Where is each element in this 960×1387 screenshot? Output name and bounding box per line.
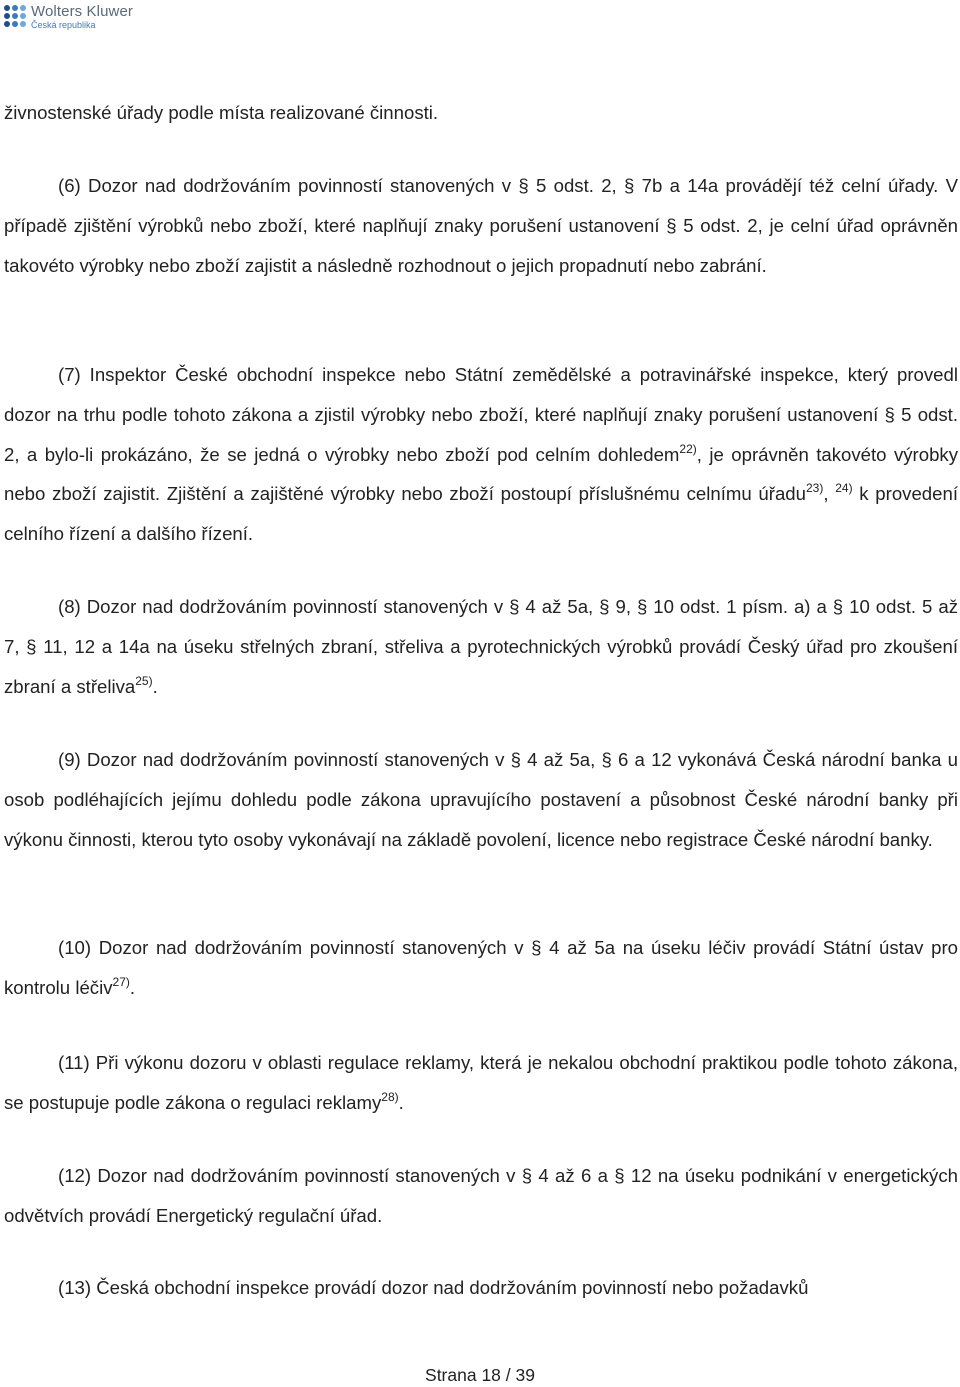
logo-dot <box>20 21 26 27</box>
page-number: Strana 18 / 39 <box>425 1365 535 1385</box>
paragraph-8-text-1: (8) Dozor nad dodržováním povinností stanovených v § 4 až 5a, § 9, § 10 odst. 1 písm. a) a § 10 odst. 5 až 7, § 11, 12 a 14a na úseku střelných zbraní, střeliva a pyrotechnických výrobků provádí Český úřad pro zkoušení zbraní a střeliva <box>4 596 958 697</box>
paragraph-7-text-3: , <box>823 483 836 505</box>
paragraph-7-text-2: , je oprávněn takovéto výrobky nebo zboží zajistit. Zjištění a zajištěné výrobky nebo zboží postoupí příslušnému celnímu úřadu <box>4 443 959 505</box>
paragraph-7 <box>4 355 958 554</box>
footnote-ref-23: 23) <box>805 481 824 496</box>
footnote-ref-24: 24) <box>835 481 853 496</box>
logo-dot <box>4 5 10 11</box>
logo-country-text: Česká republika <box>31 20 96 30</box>
paragraph-13-text: (13) Česká obchodní inspekce provádí dozor nad dodržováním povinností nebo požadavků <box>58 1277 809 1298</box>
footnote-ref-27: 27) <box>112 974 130 989</box>
paragraph-10 <box>4 928 958 1008</box>
paragraph-10-text-2: . <box>129 976 136 998</box>
footnote-ref-25: 25) <box>135 673 153 688</box>
paragraph-9 <box>4 740 958 859</box>
paragraph-7-text-1: (7) Inspektor České obchodní inspekce nebo Státní zemědělské a potravinářské inspekce, který provedl dozor na trhu podle tohoto zákona a zjistil výrobky nebo zboží, které naplňují znaky porušení ustanovení § 5 odst. 2, a bylo-li prokázáno, že se jedná o výrobky nebo zboží pod celním dohledem <box>4 364 958 465</box>
logo-dot <box>12 5 18 11</box>
paragraph-continuation: živnostenské úřady podle místa realizované činnosti. <box>4 102 439 123</box>
paragraph-8-text-2: . <box>152 675 158 697</box>
wolters-kluwer-logo <box>4 4 133 31</box>
logo-dot <box>20 13 26 19</box>
paragraph-11 <box>4 1043 958 1123</box>
footnote-ref-22: 22) <box>679 441 697 456</box>
paragraph-13 <box>4 1268 958 1308</box>
logo-dot <box>20 5 26 11</box>
logo-mark-icon <box>4 5 26 27</box>
logo-dot <box>12 13 18 19</box>
footnote-ref-28: 28) <box>381 1089 399 1104</box>
paragraph-6-text: (6) Dozor nad dodržováním povinností stanovených v § 5 odst. 2, § 7b a 14a provádějí též celní úřady. V případě zjištění výrobků nebo zboží, které naplňují znaky porušení ustanovení § 5 odst. 2, je celní úřad oprávněn takovéto výrobky nebo zboží zajistit a následně rozhodnout o jejich propadnutí nebo zabrání. <box>4 175 958 276</box>
logo-brand-text: Wolters Kluwer <box>31 3 133 20</box>
paragraph-11-text-2: . <box>398 1091 404 1113</box>
logo-dot <box>4 13 10 19</box>
paragraph-9-text: (9) Dozor nad dodržováním povinností stanovených v § 4 až 5a, § 6 a 12 vykonává Česká národní banka u osob podléhajících jejímu dohledu podle zákona upravujícího postavení a působnost České národní banky při výkonu činnosti, kterou tyto osoby vykonávají na základě povolení, licence nebo registrace České národní banky. <box>4 749 958 850</box>
paragraph-7-text-4: k provedení celního řízení a dalšího řízení. <box>4 483 958 545</box>
logo-dot <box>12 21 18 27</box>
paragraph-12-text: (12) Dozor nad dodržováním povinností stanovených v § 4 až 6 a § 12 na úseku podnikání v energetických odvětvích provádí Energetický regulační úřad. <box>4 1165 958 1226</box>
paragraph-8 <box>4 587 958 706</box>
logo-dot <box>4 21 10 27</box>
paragraph-11-text-1: (11) Při výkonu dozoru v oblasti regulace reklamy, která je nekalou obchodní praktikou podle tohoto zákona, se postupuje podle zákona o regulaci reklamy <box>4 1052 958 1113</box>
paragraph-6 <box>4 166 958 285</box>
paragraph-12 <box>4 1156 958 1236</box>
paragraph-10-text-1: (10) Dozor nad dodržováním povinností stanovených v § 4 až 5a na úseku léčiv provádí Státní ústav pro kontrolu léčiv <box>4 937 958 998</box>
